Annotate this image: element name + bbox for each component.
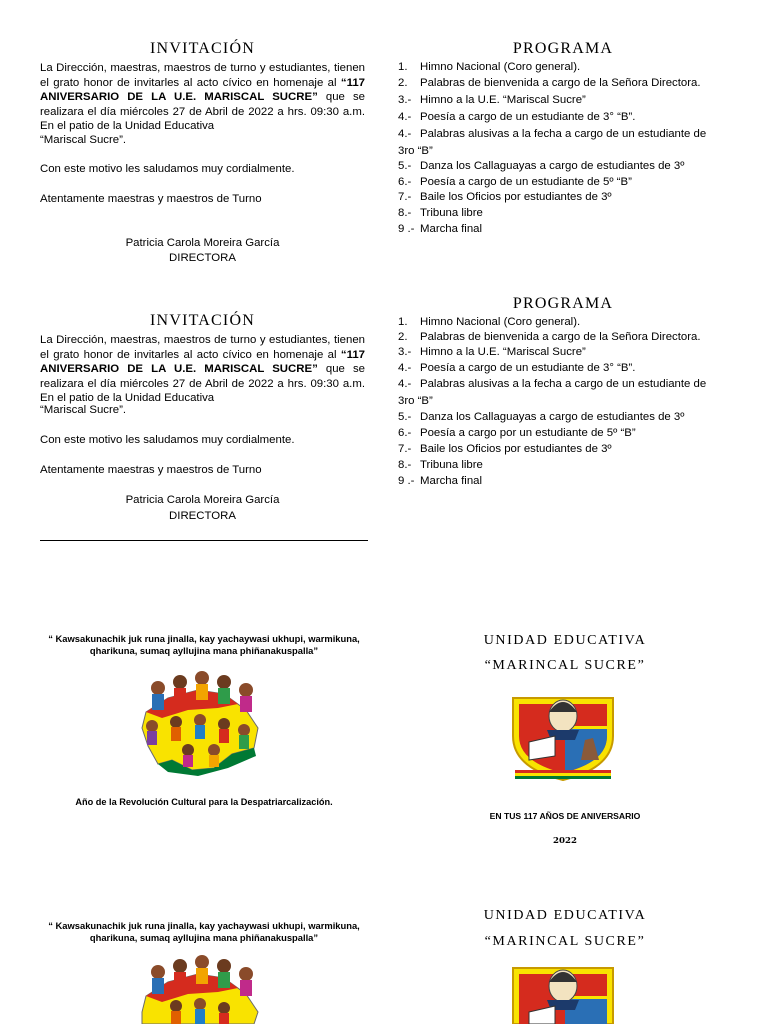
invitation-title: INVITACIÓN (150, 40, 255, 57)
programa-item: 8.- Tribuna libre (398, 207, 483, 219)
programa-list (398, 61, 728, 239)
quechua-quote-2: “ Kawsakunachik juk runa jinalla, kay yachaywasi ukhupi, warmikuna, qharikuna, sumaq ayllujina mana phiñanakuspalla” (48, 920, 360, 943)
invitation-closing-2: Atentamente maestras y maestros de Turno (40, 464, 262, 476)
anniversary-text: EN TUS 117 AÑOS DE ANIVERSARIO (489, 811, 641, 821)
programa-item: 6.- Poesía a cargo por un estudiante de 5º “B” (398, 427, 636, 439)
programa-item: 9 .- Marcha final (398, 475, 483, 487)
invitation-event-name: “117 ANIVERSARIO DE LA U.E. MARISCAL SUCRE” (40, 76, 365, 104)
programa-item: 3ro “B” (398, 145, 433, 157)
programa-item: 1. Himno Nacional (Coro general). (398, 61, 581, 73)
programa-item: 7.- Baile los Oficios por estudiantes de 3º (398, 443, 612, 455)
programa-item: 2. Palabras de bienvenida a cargo de la Señora Directora. (398, 331, 701, 343)
signer-role-2: DIRECTORA (169, 510, 236, 522)
programa-item: 3.- Himno a la U.E. “Mariscal Sucre” (398, 94, 586, 106)
school-shield-emblem-2 (503, 956, 623, 1024)
quechua-quote: “ Kawsakunachik juk runa jinalla, kay yachaywasi ukhupi, warmikuna, qharikuna, sumaq ayllujina mana phiñanakuspalla” (48, 633, 360, 656)
invitation-text-start: La Dirección, maestras, maestros de turno y estudiantes, tienen el grato honor de invitarles al acto cívico en homenaje al (40, 334, 365, 361)
invitation-greeting: Con este motivo les saludamos muy cordialmente. (40, 163, 295, 175)
programa-item: 5.- Danza los Callaguayas a cargo de estudiantes de 3º (398, 411, 685, 423)
invitation-body-2 (40, 333, 365, 406)
invitation-text-end: que se realizara el día miércoles 27 de Abril de 2022 a hrs. 09:30 a.m. En el patio de la Unidad Educativa (40, 91, 365, 133)
programa-item: 3.- Himno a la U.E. “Mariscal Sucre” (398, 346, 586, 358)
school-name: “MARINCAL SUCRE” (484, 658, 646, 673)
invitation-event-name: “117 ANIVERSARIO DE LA U.E. MARISCAL SUCRE” (40, 348, 365, 376)
programa-item: 5.- Danza los Callaguayas a cargo de estudiantes de 3º (398, 160, 685, 172)
programa-item: 3ro “B” (398, 395, 433, 407)
invitation-school-name-2: “Mariscal Sucre”. (40, 404, 127, 416)
anniversary-year: 2022 (553, 836, 577, 846)
programa-title-2: PROGRAMA (512, 295, 614, 312)
invitation-body (40, 61, 365, 134)
programa-list-2 (398, 316, 728, 491)
bolivia-map-illustration-2 (128, 944, 278, 1024)
programa-item: 6.- Poesía a cargo de un estudiante de 5º “B” (398, 176, 632, 188)
invitation-school-name: “Mariscal Sucre”. (40, 134, 127, 146)
programa-item: 4.- Poesía a cargo de un estudiante de 3° “B”. (398, 111, 636, 123)
invitation-closing: Atentamente maestras y maestros de Turno (40, 193, 262, 205)
programa-item: 7.- Baile los Oficios por estudiantes de 3º (398, 191, 612, 203)
programa-item: 4.- Palabras alusivas a la fecha a cargo de un estudiante de (398, 378, 707, 390)
signer-name: Patricia Carola Moreira García (125, 237, 280, 249)
programa-item: 2. Palabras de bienvenida a cargo de la Señora Directora. (398, 77, 701, 89)
programa-item: 4.- Poesía a cargo de un estudiante de 3° “B”. (398, 362, 636, 374)
invitation-text-start: La Dirección, maestras, maestros de turno y estudiantes, tienen el grato honor de invitarles al acto cívico en homenaje al (40, 62, 365, 89)
programa-item: 8.- Tribuna libre (398, 459, 483, 471)
invitation-greeting-2: Con este motivo les saludamos muy cordialmente. (40, 434, 295, 446)
school-shield-emblem (503, 686, 623, 784)
programa-item: 4.- Palabras alusivas a la fecha a cargo de un estudiante de (398, 128, 707, 140)
year-motto: Año de la Revolución Cultural para la Despatriarcalización. (75, 797, 333, 807)
programa-item: 1. Himno Nacional (Coro general). (398, 316, 581, 328)
invitation-title-2: INVITACIÓN (150, 312, 255, 329)
programa-item: 9 .- Marcha final (398, 223, 483, 235)
invitation-text-end: que se realizara el día miércoles 27 de Abril de 2022 a hrs. 09:30 a.m. En el patio de la Unidad Educativa (40, 363, 365, 405)
divider-line (40, 540, 368, 541)
signer-name-2: Patricia Carola Moreira García (125, 494, 280, 506)
bolivia-map-illustration (128, 660, 278, 778)
school-title-2: UNIDAD EDUCATIVA (483, 908, 647, 923)
school-name-2: “MARINCAL SUCRE” (484, 934, 646, 949)
signer-role: DIRECTORA (169, 252, 236, 264)
sucre-portrait (547, 700, 579, 740)
programa-title: PROGRAMA (512, 40, 614, 57)
school-title: UNIDAD EDUCATIVA (483, 633, 647, 648)
